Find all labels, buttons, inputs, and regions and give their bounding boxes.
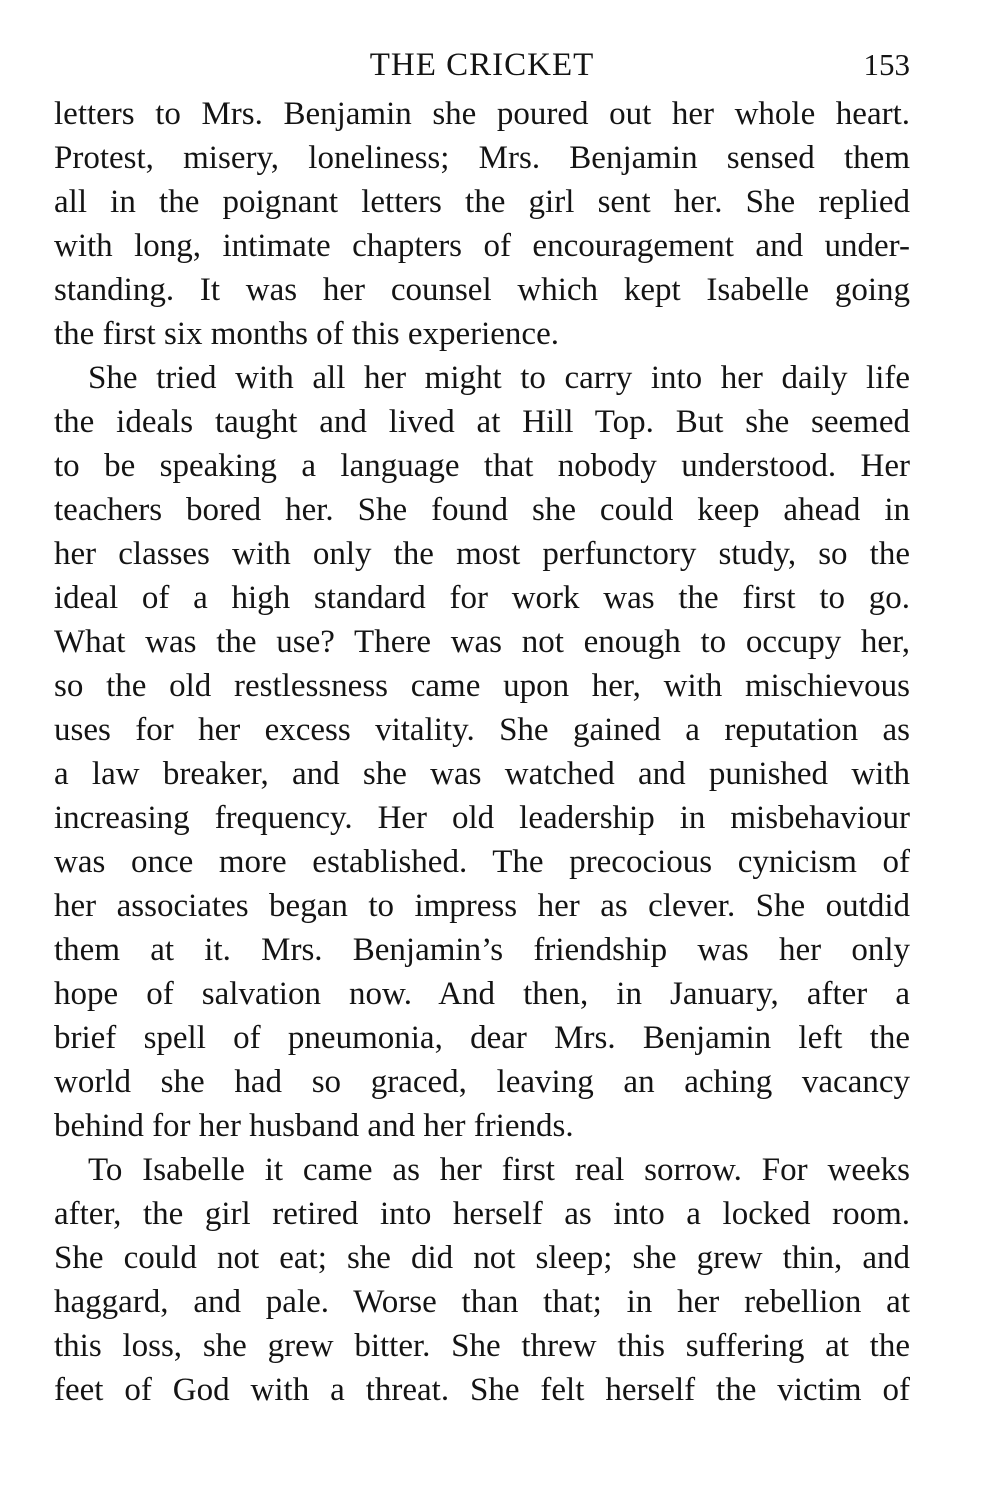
text-line: world she had so graced, leaving an aching vacancy bbox=[54, 1064, 910, 1100]
text-line: after, the girl retired into herself as into a locked room. bbox=[54, 1196, 910, 1232]
text-line: her classes with only the most perfunctory study, so the bbox=[54, 536, 910, 572]
text-line: She tried with all her might to carry into her daily life bbox=[88, 360, 910, 396]
page-number: 153 bbox=[863, 47, 910, 82]
text-line: feet of God with a threat. She felt herself the victim of bbox=[54, 1372, 910, 1408]
text-line: ideal of a high standard for work was the first to go. bbox=[54, 580, 910, 616]
book-page bbox=[54, 42, 910, 1412]
paragraph-3 bbox=[54, 1148, 910, 1412]
text-line: this loss, she grew bitter. She threw this suffering at the bbox=[54, 1328, 910, 1364]
text-line: teachers bored her. She found she could keep ahead in bbox=[54, 492, 910, 528]
running-title: THE CRICKET bbox=[369, 47, 595, 83]
text-line: the ideals taught and lived at Hill Top. But she seemed bbox=[54, 404, 910, 440]
text-line: with long, intimate chapters of encouragement and under- bbox=[54, 228, 910, 264]
paragraph-1 bbox=[54, 92, 910, 356]
text-line: She could not eat; she did not sleep; she grew thin, and bbox=[54, 1240, 910, 1276]
text-line: them at it. Mrs. Benjamin’s friendship was her only bbox=[54, 932, 910, 968]
text-line: letters to Mrs. Benjamin she poured out her whole heart. bbox=[54, 96, 910, 132]
body-text bbox=[54, 92, 910, 1412]
paragraph-2 bbox=[54, 356, 910, 1148]
text-line: hope of salvation now. And then, in January, after a bbox=[54, 976, 910, 1012]
text-line: brief spell of pneumonia, dear Mrs. Benjamin left the bbox=[54, 1020, 910, 1056]
text-line: all in the poignant letters the girl sent her. She replied bbox=[54, 184, 910, 220]
text-line: Protest, misery, loneliness; Mrs. Benjamin sensed them bbox=[54, 140, 910, 176]
text-line: uses for her excess vitality. She gained a reputation as bbox=[54, 712, 910, 748]
text-line: a law breaker, and she was watched and punished with bbox=[54, 756, 910, 792]
text-line: the first six months of this experience. bbox=[54, 316, 559, 352]
text-line: increasing frequency. Her old leadership in misbehaviour bbox=[54, 800, 910, 836]
text-line: What was the use? There was not enough to occupy her, bbox=[54, 624, 910, 660]
text-line: To Isabelle it came as her first real sorrow. For weeks bbox=[88, 1152, 910, 1188]
text-line: standing. It was her counsel which kept Isabelle going bbox=[54, 272, 910, 308]
text-line: to be speaking a language that nobody understood. Her bbox=[54, 448, 910, 484]
text-line: was once more established. The precocious cynicism of bbox=[54, 844, 910, 880]
text-line: so the old restlessness came upon her, with mischievous bbox=[54, 668, 910, 704]
text-line: her associates began to impress her as clever. She outdid bbox=[54, 888, 910, 924]
text-line: behind for her husband and her friends. bbox=[54, 1108, 574, 1144]
text-line: haggard, and pale. Worse than that; in her rebellion at bbox=[54, 1284, 910, 1320]
running-head bbox=[54, 42, 910, 92]
